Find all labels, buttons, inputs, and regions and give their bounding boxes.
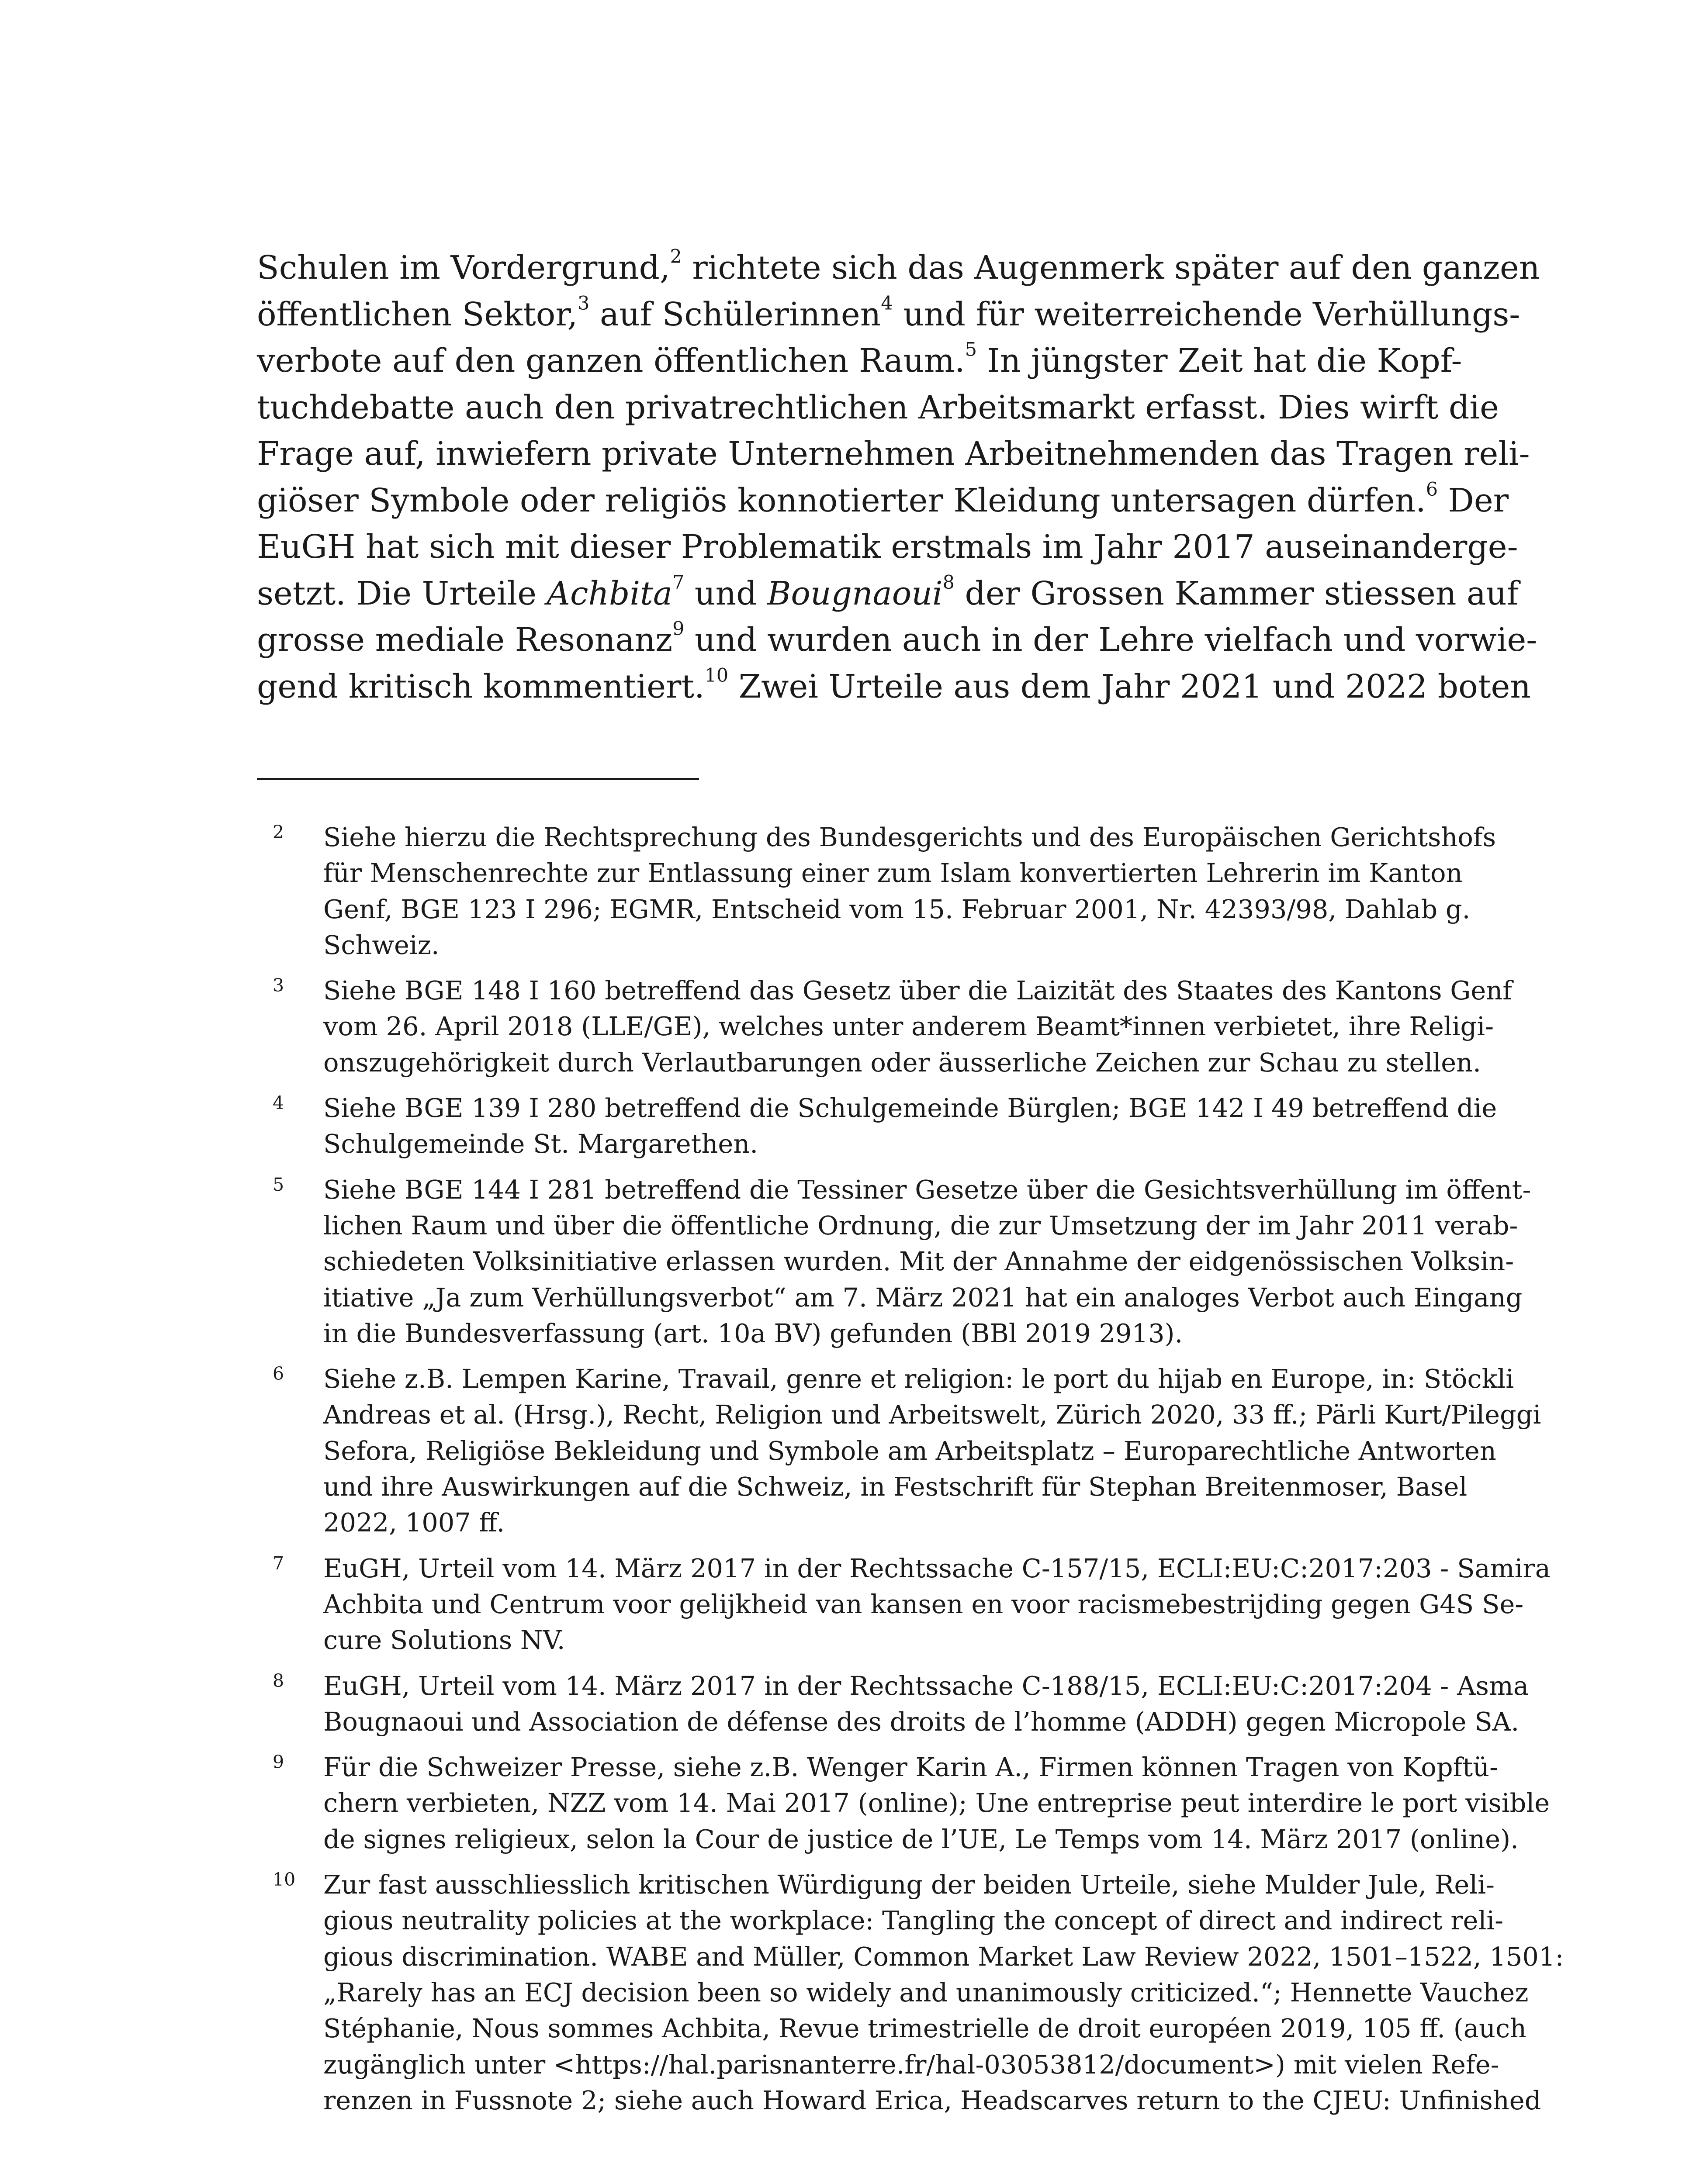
footnote-ref[interactable]: 3 bbox=[578, 292, 590, 314]
footnote-line: Schulgemeinde St. Margarethen. bbox=[323, 1129, 758, 1159]
footnote-line: Bougnaoui und Association de défense des droits de l’homme (ADDH) gegen Micropole SA. bbox=[323, 1706, 1520, 1737]
footnote bbox=[257, 1551, 1551, 1659]
footnote-ref[interactable]: 5 bbox=[965, 339, 977, 361]
footnotes bbox=[257, 819, 1564, 2128]
footnote-ref[interactable]: 6 bbox=[1426, 478, 1438, 501]
footnote-ref[interactable]: 10 bbox=[704, 664, 729, 687]
footnote-number: 7 bbox=[273, 1552, 284, 1574]
body-line: Frage auf, inwiefern private Unternehmen Arbeitnehmenden das Tragen reli- bbox=[257, 435, 1530, 473]
footnote bbox=[257, 973, 1513, 1081]
footnote-line: vom 26. April 2018 (LLE/GE), welches unter anderem Beamt*innen verbietet, ihre Religi- bbox=[323, 1011, 1494, 1042]
footnote-line: EuGH, Urteil vom 14. März 2017 in der Rechtssache C-157/15, ECLI:EU:C:2017:203 - Samira bbox=[323, 1553, 1551, 1583]
footnote bbox=[257, 1172, 1531, 1351]
footnote-ref[interactable]: 4 bbox=[881, 292, 893, 314]
footnote-line: de signes religieux, selon la Cour de justice de l’UE, Le Temps vom 14. März 2017 (online). bbox=[323, 1824, 1519, 1854]
footnote-number: 6 bbox=[273, 1363, 284, 1385]
footnote-number: 4 bbox=[273, 1092, 284, 1114]
body-line: EuGH hat sich mit dieser Problematik erstmals im Jahr 2017 auseinanderge- bbox=[257, 528, 1518, 566]
footnote-line: onszugehörigkeit durch Verlautbarungen oder äusserliche Zeichen zur Schau zu stellen. bbox=[323, 1047, 1481, 1078]
body-paragraph bbox=[257, 245, 1540, 710]
footnote-line: Siehe BGE 139 I 280 betreffend die Schulgemeinde Bürglen; BGE 142 I 49 betreffend die bbox=[323, 1093, 1497, 1123]
body-line: tuchdebatte auch den privatrechtlichen Arbeitsmarkt erfasst. Dies wirft die bbox=[257, 388, 1499, 426]
footnote bbox=[257, 1749, 1550, 1857]
footnote-line: EuGH, Urteil vom 14. März 2017 in der Rechtssache C-188/15, ECLI:EU:C:2017:204 - Asma bbox=[323, 1670, 1529, 1701]
footnote-number: 2 bbox=[273, 822, 284, 843]
footnote-ref[interactable]: 7 bbox=[672, 571, 685, 594]
footnote-line: Stéphanie, Nous sommes Achbita, Revue trimestrielle de droit européen 2019, 105 ff. (auch bbox=[323, 2013, 1526, 2044]
footnote-line: Andreas et al. (Hrsg.), Recht, Religion und Arbeitswelt, Zürich 2020, 33 ff.; Pärli Kurt/Pileggi bbox=[323, 1400, 1541, 1430]
case-name-bougnaoui: Bougnaoui bbox=[767, 574, 943, 612]
footnote-line: gious discrimination. WABE and Müller, Common Market Law Review 2022, 1501–1522, 1501: bbox=[323, 1941, 1564, 1972]
body-line: Schulen im Vordergrund,$^2$ richtete sich das Augenmerk später auf den ganzen bbox=[257, 245, 1540, 287]
body-line: grosse mediale Resonanz$^9$ und wurden auch in der Lehre vielfach und vorwie- bbox=[257, 618, 1537, 659]
footnote bbox=[257, 1090, 1497, 1162]
footnote-line: Siehe hierzu die Rechtsprechung des Bundesgerichts und des Europäischen Gerichtshofs bbox=[323, 822, 1496, 852]
footnote-line: cure Solutions NV. bbox=[323, 1625, 565, 1655]
footnote bbox=[257, 1361, 1541, 1541]
body-line: verbote auf den ganzen öffentlichen Raum.$^5$ In jüngster Zeit hat die Kopf- bbox=[257, 339, 1462, 380]
footnote-line: zugänglich unter <https://hal.parisnanterre.fr/hal-03053812/document>) mit vielen Refe- bbox=[323, 2049, 1499, 2080]
footnote-line: lichen Raum und über die öffentliche Ordnung, die zur Umsetzung der im Jahr 2011 verab- bbox=[323, 1210, 1518, 1241]
footnote-line: Schweiz. bbox=[323, 930, 440, 960]
footnote-ref[interactable]: 2 bbox=[670, 245, 682, 268]
body-line: setzt. Die Urteile Achbita$^7$ und Bougnaoui$^8$ der Grossen Kammer stiessen auf bbox=[257, 571, 1519, 612]
footnote-line: „Rarely has an ECJ decision been so widely and unanimously criticized.“; Hennette Vauchez bbox=[323, 1977, 1529, 2008]
footnote-number: 3 bbox=[273, 975, 284, 996]
footnote-line: Siehe BGE 148 I 160 betreffend das Gesetz über die Laizität des Staates des Kantons Genf bbox=[323, 975, 1513, 1006]
footnote-number: 9 bbox=[273, 1752, 284, 1773]
footnote-line: Achbita und Centrum voor gelijkheid van kansen en voor racismebestrijding gegen G4S Se- bbox=[323, 1589, 1524, 1619]
footnote-line: Sefora, Religiöse Bekleidung und Symbole am Arbeitsplatz – Europarechtliche Antworten bbox=[323, 1435, 1496, 1466]
footnote-ref[interactable]: 8 bbox=[942, 571, 955, 594]
footnote-line: Siehe z.B. Lempen Karine, Travail, genre et religion: le port du hijab en Europe, in: Stöckli bbox=[323, 1364, 1514, 1394]
footnote-line: chern verbieten, NZZ vom 14. Mai 2017 (online); Une entreprise peut interdire le port visible bbox=[323, 1788, 1550, 1818]
footnote bbox=[257, 1867, 1564, 2118]
case-name-achbita: Achbita bbox=[547, 574, 672, 612]
footnote-line: itiative „Ja zum Verhüllungsverbot“ am 7. März 2021 hat ein analoges Verbot auch Eingang bbox=[323, 1282, 1523, 1313]
body-line: öffentlichen Sektor,$^3$ auf Schülerinnen$^4$ und für weiterreichende Verhüllungs- bbox=[257, 292, 1520, 333]
footnote-line: gious neutrality policies at the workplace: Tangling the concept of direct and indirect reli- bbox=[323, 1905, 1504, 1936]
footnote-line: Siehe BGE 144 I 281 betreffend die Tessiner Gesetze über die Gesichtsverhüllung im öffent- bbox=[323, 1174, 1531, 1205]
body-line: giöser Symbole oder religiös konnotierter Kleidung untersagen dürfen.$^6$ Der bbox=[257, 478, 1509, 519]
footnote-line: und ihre Auswirkungen auf die Schweiz, in Festschrift für Stephan Breitenmoser, Basel bbox=[323, 1472, 1468, 1502]
footnote bbox=[257, 819, 1496, 963]
footnote bbox=[257, 1668, 1529, 1740]
footnote-line: renzen in Fussnote 2; siehe auch Howard Erica, Headscarves return to the CJEU: Unfinished bbox=[323, 2085, 1541, 2115]
footnote-line: Genf, BGE 123 I 296; EGMR, Entscheid vom 15. Februar 2001, Nr. 42393/98, Dahlab g. bbox=[323, 894, 1471, 924]
body-line: gend kritisch kommentiert.$^{10}$ Zwei Urteile aus dem Jahr 2021 und 2022 boten bbox=[257, 664, 1531, 705]
footnote-number: 5 bbox=[273, 1174, 284, 1195]
footnote-line: Zur fast ausschliesslich kritischen Würdigung der beiden Urteile, siehe Mulder Jule, Reli- bbox=[323, 1870, 1495, 1900]
footnote-ref[interactable]: 9 bbox=[672, 618, 685, 640]
footnote-number: 10 bbox=[273, 1869, 296, 1890]
footnote-line: 2022, 1007 ff. bbox=[323, 1507, 505, 1538]
footnote-line: für Menschenrechte zur Entlassung einer zum Islam konvertierten Lehrerin im Kanton bbox=[323, 858, 1463, 888]
footnote-line: Für die Schweizer Presse, siehe z.B. Wenger Karin A., Firmen können Tragen von Kopftü- bbox=[323, 1752, 1499, 1783]
footnote-number: 8 bbox=[273, 1670, 284, 1691]
footnote-separator bbox=[257, 778, 699, 780]
footnote-line: schiedeten Volksinitiative erlassen wurden. Mit der Annahme der eidgenössischen Volksin- bbox=[323, 1246, 1514, 1277]
footnote-line: in die Bundesverfassung (art. 10a BV) gefunden (BBl 2019 2913). bbox=[323, 1318, 1183, 1348]
